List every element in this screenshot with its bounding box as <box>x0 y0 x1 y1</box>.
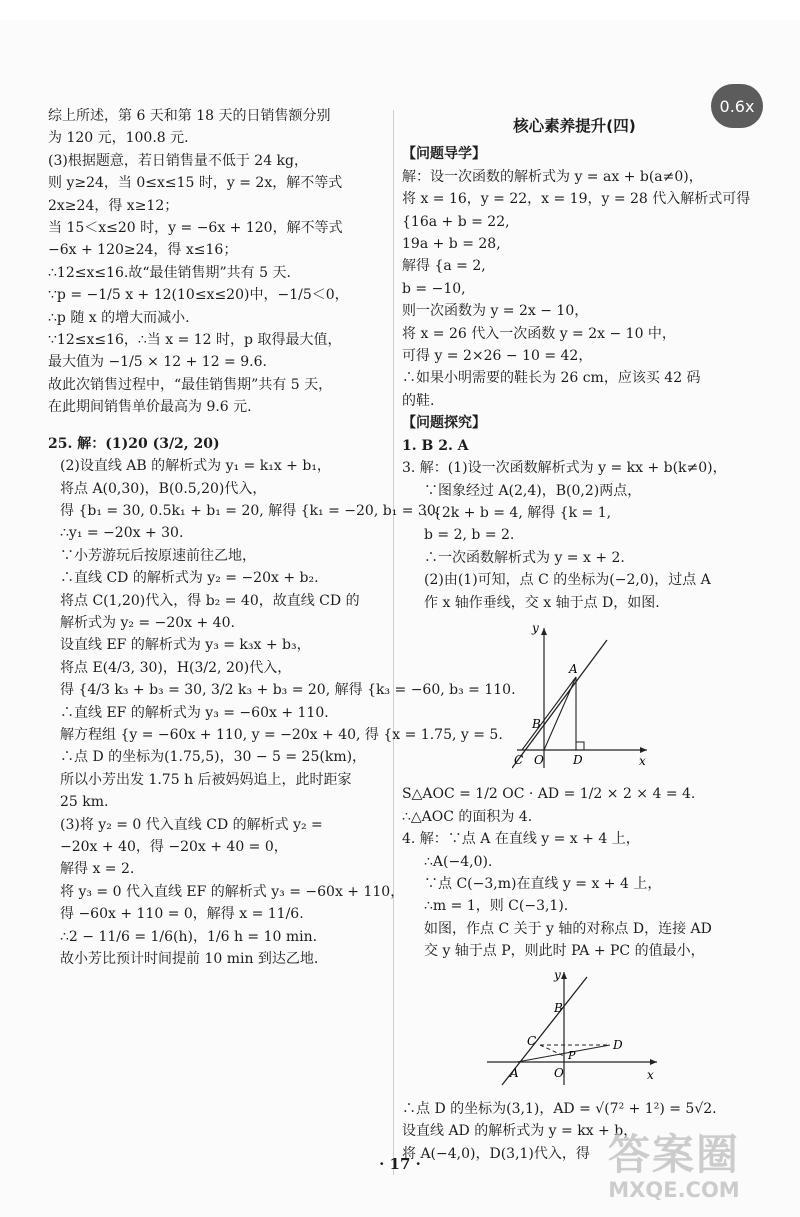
text-line: 故小芳比预计时间提前 10 min 到达乙地. <box>60 951 319 968</box>
section-heading-guide: 【问题导学】 <box>402 146 486 163</box>
label-y: y <box>532 620 539 635</box>
text-line: ∵p = −1/5 x + 12(10≤x≤20)中，−1/5＜0， <box>48 287 349 304</box>
text-line: ∵小芳游玩后按原速前往乙地， <box>60 547 256 564</box>
text-line: S△AOC = 1/2 OC · AD = 1/2 × 2 × 4 = 4. <box>402 786 696 803</box>
text-line: ∴直线 CD 的解析式为 y₂ = −20x + b₂. <box>60 570 319 587</box>
label-c: C <box>527 1033 537 1048</box>
label-d: D <box>613 1037 623 1052</box>
label-b: B <box>532 716 541 731</box>
text-line: 将 x = 16，y = 22，x = 19，y = 28 代入解析式可得 <box>402 191 751 208</box>
column-divider <box>393 110 394 1175</box>
label-a: A <box>510 1065 519 1080</box>
text-line: 得 −60x + 110 = 0，解得 x = 11/6. <box>60 906 304 923</box>
playback-speed-badge[interactable]: 0.6x <box>711 84 763 128</box>
text-line: 解：设一次函数的解析式为 y = ax + b(a≠0)， <box>402 168 703 185</box>
section-title: 核心素养提升(四) <box>513 117 636 135</box>
text-line: 所以小芳出发 1.75 h 后被妈妈追上，此时距家 <box>60 771 352 788</box>
text-line: 将点 A(0,30)，B(0.5,20)代入， <box>60 480 267 497</box>
text-line: 将 x = 26 代入一次函数 y = 2x − 10 中， <box>402 325 676 342</box>
figure-triangle-aoc <box>512 620 652 770</box>
page <box>0 20 800 1217</box>
text-line: ∵图象经过 A(2,4)，B(0,2)两点， <box>424 482 642 499</box>
text-line: ∴2 − 11/6 = 1/6(h)，1/6 h = 10 min. <box>60 928 318 945</box>
text-line: 解得 {a = 2, <box>402 258 486 275</box>
text-line: 如图，作点 C 关于 y 轴的对称点 D，连接 AD <box>424 920 712 937</box>
text-line: 3. 解：(1)设一次函数解析式为 y = kx + b(k≠0)， <box>402 460 727 477</box>
text-line: ∴y₁ = −20x + 30. <box>60 525 184 542</box>
text-line: −6x + 120≥24，得 x≤16； <box>48 242 238 259</box>
text-line: (2)由(1)可知，点 C 的坐标为(−2,0)，过点 A <box>424 572 711 589</box>
text-line: 则 y≥24，当 0≤x≤15 时，y = 2x，解不等式 <box>48 175 343 192</box>
page-number: · 17 · <box>379 1155 421 1173</box>
text-line: 的鞋. <box>402 392 435 409</box>
text-line: ∴一次函数解析式为 y = x + 2. <box>424 549 625 566</box>
text-line: 交 y 轴于点 P，则此时 PA + PC 的值最小， <box>424 943 705 960</box>
equation-system: 得 {b₁ = 30, 0.5k₁ + b₁ = 20, 解得 {k₁ = −20, b₁ = 30. <box>60 502 441 519</box>
text-line: 设直线 AD 的解析式为 y = kx + b， <box>402 1123 638 1140</box>
label-x: x <box>647 1067 654 1082</box>
text-line: 4. 解：∵点 A 在直线 y = x + 4 上， <box>402 831 640 848</box>
label-c: C <box>514 752 524 767</box>
problem-25-heading: 25. 解：(1)20 (3/2, 20) <box>48 435 220 452</box>
label-b: B <box>554 1000 563 1015</box>
text-line: 将点 C(1,20)代入，得 b₂ = 40，故直线 CD 的 <box>60 592 360 609</box>
text-line: (2)设直线 AB 的解析式为 y₁ = k₁x + b₁， <box>60 458 331 475</box>
figure-symmetric-point <box>482 967 662 1087</box>
answer-line: 1. B 2. A <box>402 437 469 454</box>
text-line: 最大值为 −1/5 × 12 + 12 = 9.6. <box>48 354 267 371</box>
label-a: A <box>569 661 578 676</box>
text-line: 设直线 EF 的解析式为 y₃ = k₃x + b₃， <box>60 637 311 654</box>
text-line: ∴如果小明需要的鞋长为 26 cm，应该买 42 码 <box>402 370 701 387</box>
text-line: ∴m = 1，则 C(−3,1). <box>424 898 569 915</box>
text-line: 25 km. <box>60 794 109 811</box>
text-line: 则一次函数为 y = 2x − 10， <box>402 303 589 320</box>
equation-system: 解方程组 {y = −60x + 110, y = −20x + 40, 得 {x = 1.75, y = 5. <box>60 726 503 743</box>
text-line: 作 x 轴作垂线，交 x 轴于点 D，如图. <box>424 594 660 611</box>
text-line: ∴{2k + b = 4, 解得 {k = 1, <box>424 504 612 521</box>
text-line: 解得 x = 2. <box>60 861 135 878</box>
text-line: ∴△AOC 的面积为 4. <box>402 808 533 825</box>
text-line: 故此次销售过程中，“最佳销售期”共有 5 天， <box>48 376 333 393</box>
text-line: b = −10, <box>402 280 466 297</box>
text-line: ∴点 D 的坐标为(3,1)，AD = √(7² + 1²) = 5√2. <box>402 1101 717 1117</box>
label-p: P <box>568 1048 576 1062</box>
text-line: ∴直线 EF 的解析式为 y₃ = −60x + 110. <box>60 704 329 721</box>
text-line: ∴A(−4,0). <box>424 853 493 870</box>
label-x: x <box>639 753 646 768</box>
text-line: {16a + b = 22, <box>402 213 510 230</box>
text-line: (3)将 y₂ = 0 代入直线 CD 的解析式 y₂ = <box>60 816 323 833</box>
text-line: 当 15＜x≤20 时，y = −6x + 120，解不等式 <box>48 220 343 237</box>
text-line: 将 A(−4,0)，D(3,1)代入，得 <box>402 1145 590 1162</box>
text-line: ∵12≤x≤16，∴当 x = 12 时，p 取得最大值， <box>48 332 342 349</box>
text-line: ∴p 随 x 的增大而减小. <box>48 309 190 326</box>
text-line: 可得 y = 2×26 − 10 = 42， <box>402 348 593 365</box>
text-line: 综上所述，第 6 天和第 18 天的日销售额分别 <box>48 108 331 124</box>
text-line: 2x≥24，得 x≥12； <box>48 197 179 214</box>
text-line: ∴12≤x≤16.故“最佳销售期”共有 5 天. <box>48 264 291 281</box>
text-line: 为 120 元，100.8 元. <box>48 130 189 147</box>
watermark-site: MXQE.COM <box>608 1178 740 1202</box>
text-line: ∴点 D 的坐标为(1.75,5)，30 − 5 = 25(km)， <box>60 749 367 766</box>
text-line: 在此期间销售单价最高为 9.6 元. <box>48 399 252 416</box>
section-heading-explore: 【问题探究】 <box>402 415 486 432</box>
text-line: 将 y₃ = 0 代入直线 EF 的解析式 y₃ = −60x + 110， <box>60 883 405 900</box>
text-line: −20x + 40，得 −20x + 40 = 0， <box>60 839 288 855</box>
equation-system: 得 {4/3 k₃ + b₃ = 30, 3/2 k₃ + b₃ = 20, 解得 {k₃ = −60, b₃ = 110. <box>60 682 516 699</box>
text-line: (3)根据题意，若日销售量不低于 24 kg， <box>48 152 308 169</box>
text-line: 将点 E(4/3, 30)，H(3/2, 20)代入， <box>60 659 292 676</box>
text-line: ∵点 C(−3,m)在直线 y = x + 4 上， <box>424 875 662 892</box>
text-line: b = 2, b = 2. <box>424 527 515 544</box>
label-o: O <box>554 1065 564 1080</box>
watermark-main: 答案圈 <box>608 1130 741 1179</box>
label-d: D <box>573 752 583 767</box>
text-line: 19a + b = 28, <box>402 236 501 253</box>
label-y: y <box>554 967 561 982</box>
right-column <box>402 105 751 1165</box>
text-line: 解析式为 y₂ = −20x + 40. <box>60 614 235 631</box>
watermark <box>608 1122 740 1202</box>
label-o: O <box>534 752 544 767</box>
